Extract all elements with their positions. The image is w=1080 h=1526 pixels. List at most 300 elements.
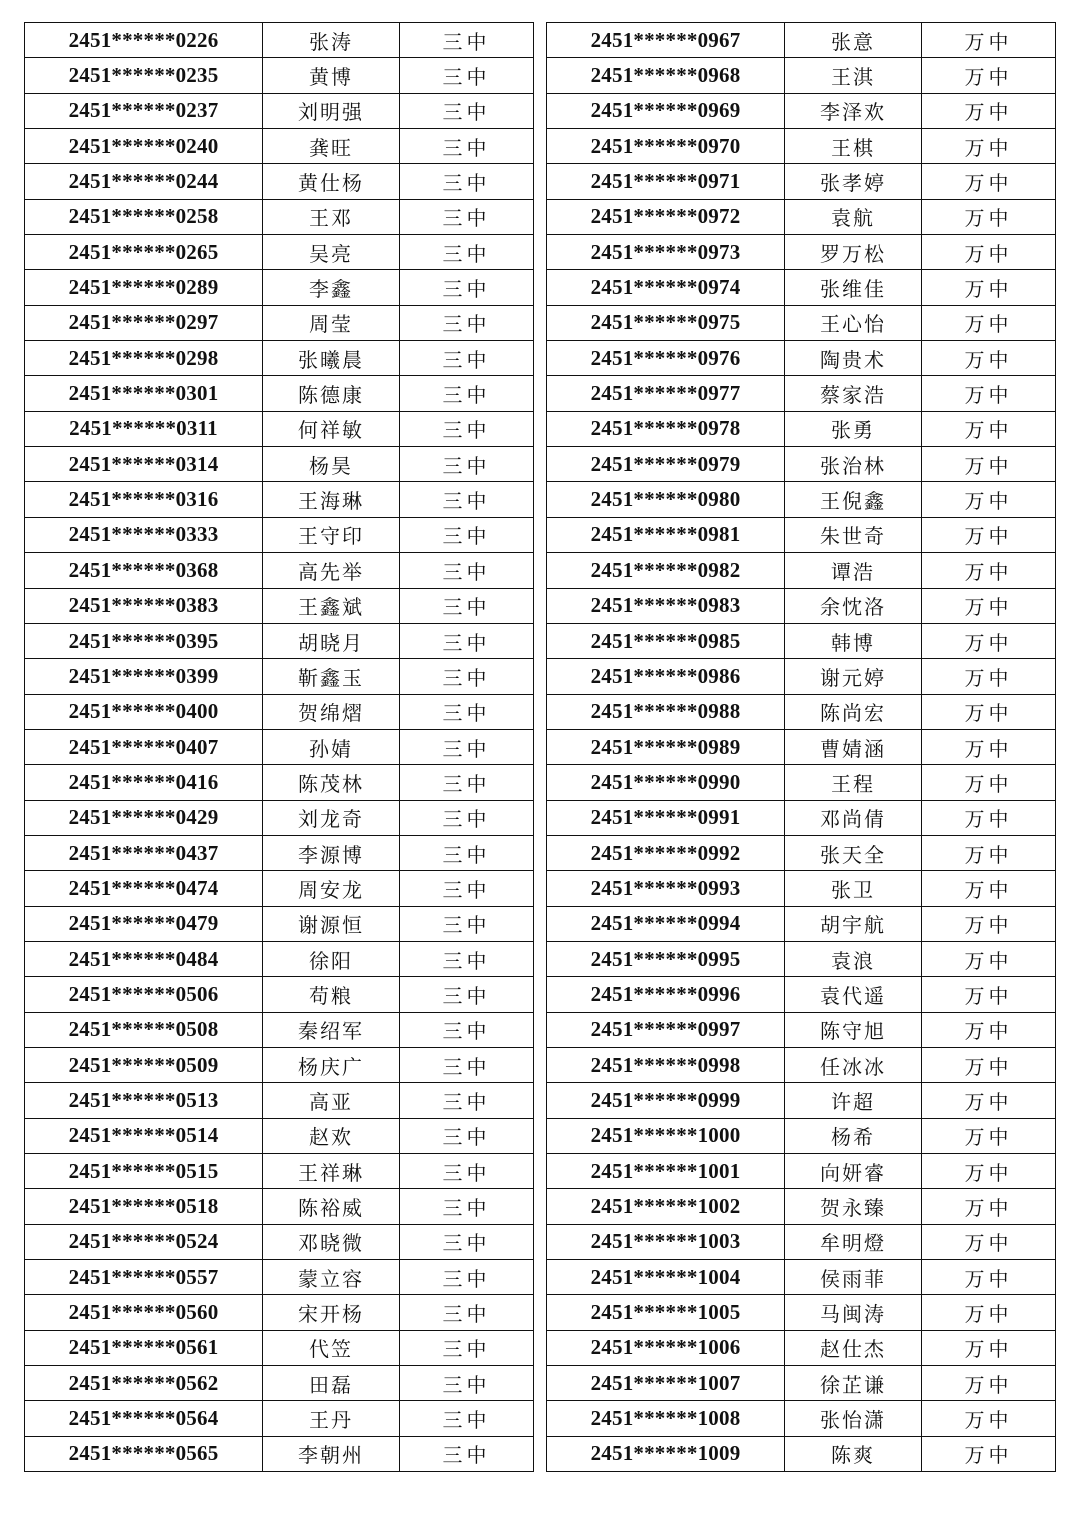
school-cell: 万中 [922,1366,1056,1401]
school-cell: 三中 [400,588,534,623]
student-name-cell: 王祥琳 [263,1154,400,1189]
student-name-cell: 王鑫斌 [263,588,400,623]
table-row [25,58,534,93]
table-row [547,305,1056,340]
table-row [547,199,1056,234]
school-cell: 万中 [922,1012,1056,1047]
table-row [25,23,534,58]
student-name-cell: 黄仕杨 [263,164,400,199]
student-name-cell: 杨庆广 [263,1047,400,1082]
school-cell: 三中 [400,341,534,376]
school-cell: 三中 [400,164,534,199]
school-cell: 万中 [922,341,1056,376]
table-row [25,1224,534,1259]
student-name-cell: 陈裕威 [263,1189,400,1224]
school-cell: 三中 [400,517,534,552]
table-row [25,129,534,164]
student-name-cell: 陈爽 [785,1436,922,1471]
table-row [25,1083,534,1118]
candidate-id-cell: 2451******1008 [547,1401,785,1436]
student-name-cell: 王邓 [263,199,400,234]
table-row [547,800,1056,835]
school-cell: 三中 [400,1401,534,1436]
school-cell: 三中 [400,694,534,729]
school-cell: 万中 [922,1047,1056,1082]
student-name-cell: 张卫 [785,871,922,906]
candidate-id-cell: 2451******0301 [25,376,263,411]
table-row [25,235,534,270]
candidate-id-cell: 2451******1004 [547,1260,785,1295]
student-name-cell: 王海琳 [263,482,400,517]
candidate-id-cell: 2451******0991 [547,800,785,835]
table-row [547,1118,1056,1153]
student-name-cell: 谢元婷 [785,659,922,694]
school-cell: 三中 [400,411,534,446]
table-row [25,588,534,623]
table-row [547,1047,1056,1082]
roster-table-right [546,22,1056,1472]
candidate-id-cell: 2451******0969 [547,93,785,128]
table-row [547,1366,1056,1401]
student-name-cell: 刘龙奇 [263,800,400,835]
table-row [25,482,534,517]
student-name-cell: 侯雨菲 [785,1260,922,1295]
school-cell: 三中 [400,235,534,270]
candidate-id-cell: 2451******1002 [547,1189,785,1224]
school-cell: 万中 [922,1295,1056,1330]
school-cell: 三中 [400,305,534,340]
school-cell: 三中 [400,447,534,482]
candidate-id-cell: 2451******0416 [25,765,263,800]
candidate-id-cell: 2451******0981 [547,517,785,552]
candidate-id-cell: 2451******0240 [25,129,263,164]
school-cell: 三中 [400,623,534,658]
student-name-cell: 罗万松 [785,235,922,270]
candidate-id-cell: 2451******0524 [25,1224,263,1259]
table-row [25,906,534,941]
roster-table-left [24,22,534,1472]
table-row [547,871,1056,906]
school-cell: 万中 [922,1118,1056,1153]
student-name-cell: 王程 [785,765,922,800]
table-row [547,411,1056,446]
school-cell: 万中 [922,235,1056,270]
table-row [547,93,1056,128]
student-name-cell: 秦绍军 [263,1012,400,1047]
table-row [547,1012,1056,1047]
candidate-id-cell: 2451******0976 [547,341,785,376]
student-name-cell: 袁航 [785,199,922,234]
student-name-cell: 蔡家浩 [785,376,922,411]
table-row [547,835,1056,870]
table-row [547,1083,1056,1118]
candidate-id-cell: 2451******0297 [25,305,263,340]
table-row [25,199,534,234]
school-cell: 万中 [922,1401,1056,1436]
candidate-id-cell: 2451******0973 [547,235,785,270]
candidate-id-cell: 2451******0971 [547,164,785,199]
school-cell: 万中 [922,1330,1056,1365]
candidate-id-cell: 2451******0993 [547,871,785,906]
student-name-cell: 张意 [785,23,922,58]
student-name-cell: 向妍睿 [785,1154,922,1189]
school-cell: 三中 [400,270,534,305]
candidate-id-cell: 2451******0560 [25,1295,263,1330]
school-cell: 万中 [922,835,1056,870]
candidate-id-cell: 2451******0479 [25,906,263,941]
candidate-id-cell: 2451******0226 [25,23,263,58]
school-cell: 万中 [922,1436,1056,1471]
candidate-id-cell: 2451******0997 [547,1012,785,1047]
candidate-id-cell: 2451******1000 [547,1118,785,1153]
school-cell: 三中 [400,1224,534,1259]
student-name-cell: 张治林 [785,447,922,482]
school-cell: 三中 [400,835,534,870]
candidate-id-cell: 2451******0437 [25,835,263,870]
school-cell: 三中 [400,1012,534,1047]
school-cell: 万中 [922,553,1056,588]
candidate-id-cell: 2451******0514 [25,1118,263,1153]
student-name-cell: 吴亮 [263,235,400,270]
table-row [25,93,534,128]
table-row [25,1012,534,1047]
school-cell: 三中 [400,23,534,58]
school-cell: 万中 [922,623,1056,658]
school-cell: 三中 [400,1154,534,1189]
school-cell: 万中 [922,765,1056,800]
school-cell: 三中 [400,376,534,411]
school-cell: 万中 [922,800,1056,835]
candidate-id-cell: 2451******0289 [25,270,263,305]
table-row [547,58,1056,93]
candidate-id-cell: 2451******0990 [547,765,785,800]
candidate-id-cell: 2451******0509 [25,1047,263,1082]
school-cell: 万中 [922,1224,1056,1259]
candidate-id-cell: 2451******0368 [25,553,263,588]
student-name-cell: 高亚 [263,1083,400,1118]
student-name-cell: 赵欢 [263,1118,400,1153]
table-row [25,411,534,446]
candidate-id-cell: 2451******0311 [25,411,263,446]
student-name-cell: 李泽欢 [785,93,922,128]
table-row [547,23,1056,58]
school-cell: 万中 [922,1189,1056,1224]
student-name-cell: 徐芷谦 [785,1366,922,1401]
student-name-cell: 胡晓月 [263,623,400,658]
candidate-id-cell: 2451******0258 [25,199,263,234]
table-row [25,305,534,340]
school-cell: 万中 [922,129,1056,164]
student-name-cell: 赵仕杰 [785,1330,922,1365]
candidate-id-cell: 2451******0407 [25,729,263,764]
school-cell: 三中 [400,1436,534,1471]
school-cell: 万中 [922,376,1056,411]
table-row [547,517,1056,552]
school-cell: 万中 [922,1260,1056,1295]
table-row [547,729,1056,764]
school-cell: 万中 [922,58,1056,93]
table-row [25,517,534,552]
candidate-id-cell: 2451******0429 [25,800,263,835]
table-row [25,270,534,305]
student-name-cell: 贺绵熠 [263,694,400,729]
candidate-id-cell: 2451******0474 [25,871,263,906]
candidate-id-cell: 2451******0975 [547,305,785,340]
school-cell: 三中 [400,765,534,800]
student-name-cell: 高先举 [263,553,400,588]
student-name-cell: 胡宇航 [785,906,922,941]
candidate-id-cell: 2451******0565 [25,1436,263,1471]
student-name-cell: 曹婧涵 [785,729,922,764]
school-cell: 三中 [400,1118,534,1153]
school-cell: 三中 [400,199,534,234]
candidate-id-cell: 2451******0988 [547,694,785,729]
candidate-id-cell: 2451******0399 [25,659,263,694]
candidate-id-cell: 2451******0995 [547,941,785,976]
table-row [547,129,1056,164]
student-name-cell: 韩博 [785,623,922,658]
school-cell: 万中 [922,93,1056,128]
candidate-id-cell: 2451******0979 [547,447,785,482]
candidate-id-cell: 2451******0982 [547,553,785,588]
table-row [547,694,1056,729]
table-row [25,1189,534,1224]
roster-table-body [25,23,534,1472]
candidate-id-cell: 2451******1006 [547,1330,785,1365]
table-row [547,553,1056,588]
school-cell: 万中 [922,270,1056,305]
student-name-cell: 张孝婷 [785,164,922,199]
candidate-id-cell: 2451******1005 [547,1295,785,1330]
table-row [25,447,534,482]
school-cell: 万中 [922,906,1056,941]
school-cell: 万中 [922,659,1056,694]
student-name-cell: 代笠 [263,1330,400,1365]
school-cell: 三中 [400,977,534,1012]
school-cell: 三中 [400,1366,534,1401]
student-name-cell: 陈德康 [263,376,400,411]
school-cell: 万中 [922,1083,1056,1118]
student-name-cell: 李鑫 [263,270,400,305]
table-row [25,765,534,800]
table-row [547,1436,1056,1471]
school-cell: 万中 [922,871,1056,906]
table-row [547,270,1056,305]
table-row [25,164,534,199]
candidate-id-cell: 2451******0977 [547,376,785,411]
table-row [547,765,1056,800]
student-name-cell: 陈尚宏 [785,694,922,729]
student-name-cell: 王丹 [263,1401,400,1436]
table-row [25,941,534,976]
school-cell: 三中 [400,482,534,517]
table-row [547,1401,1056,1436]
table-row [25,1260,534,1295]
student-name-cell: 谢源恒 [263,906,400,941]
candidate-id-cell: 2451******0972 [547,199,785,234]
school-cell: 万中 [922,588,1056,623]
candidate-id-cell: 2451******1007 [547,1366,785,1401]
table-row [25,977,534,1012]
candidate-id-cell: 2451******0992 [547,835,785,870]
student-name-cell: 谭浩 [785,553,922,588]
table-row [547,1260,1056,1295]
table-row [25,1401,534,1436]
candidate-id-cell: 2451******0395 [25,623,263,658]
table-row [547,623,1056,658]
school-cell: 三中 [400,93,534,128]
student-name-cell: 孙婧 [263,729,400,764]
student-name-cell: 靳鑫玉 [263,659,400,694]
candidate-id-cell: 2451******0383 [25,588,263,623]
student-name-cell: 蒙立容 [263,1260,400,1295]
candidate-id-cell: 2451******0994 [547,906,785,941]
table-row [25,800,534,835]
table-row [547,1295,1056,1330]
school-cell: 三中 [400,1295,534,1330]
candidate-id-cell: 2451******0562 [25,1366,263,1401]
school-cell: 万中 [922,23,1056,58]
table-row [25,729,534,764]
school-cell: 三中 [400,659,534,694]
candidate-id-cell: 2451******0333 [25,517,263,552]
table-row [547,1224,1056,1259]
student-name-cell: 邓尚倩 [785,800,922,835]
student-name-cell: 朱世奇 [785,517,922,552]
student-name-cell: 余忱洛 [785,588,922,623]
school-cell: 三中 [400,1260,534,1295]
student-name-cell: 王守印 [263,517,400,552]
candidate-id-cell: 2451******0484 [25,941,263,976]
table-row [25,1330,534,1365]
school-cell: 万中 [922,977,1056,1012]
school-cell: 万中 [922,1154,1056,1189]
candidate-id-cell: 2451******0244 [25,164,263,199]
student-name-cell: 杨希 [785,1118,922,1153]
table-row [25,659,534,694]
student-name-cell: 苟粮 [263,977,400,1012]
student-name-cell: 贺永臻 [785,1189,922,1224]
school-cell: 万中 [922,517,1056,552]
student-name-cell: 张涛 [263,23,400,58]
table-row [547,906,1056,941]
table-row [25,694,534,729]
candidate-id-cell: 2451******0265 [25,235,263,270]
school-cell: 万中 [922,199,1056,234]
table-row [25,871,534,906]
table-row [547,341,1056,376]
school-cell: 三中 [400,58,534,93]
candidate-id-cell: 2451******0980 [547,482,785,517]
table-row [25,835,534,870]
candidate-id-cell: 2451******0974 [547,270,785,305]
student-name-cell: 张勇 [785,411,922,446]
student-name-cell: 李朝州 [263,1436,400,1471]
school-cell: 三中 [400,129,534,164]
school-cell: 万中 [922,411,1056,446]
candidate-id-cell: 2451******0506 [25,977,263,1012]
student-name-cell: 王淇 [785,58,922,93]
school-cell: 三中 [400,800,534,835]
table-row [25,376,534,411]
candidate-id-cell: 2451******0400 [25,694,263,729]
student-name-cell: 徐阳 [263,941,400,976]
candidate-id-cell: 2451******0515 [25,1154,263,1189]
school-cell: 三中 [400,553,534,588]
table-row [25,1366,534,1401]
candidate-id-cell: 2451******1003 [547,1224,785,1259]
candidate-id-cell: 2451******0237 [25,93,263,128]
candidate-id-cell: 2451******1001 [547,1154,785,1189]
roster-table-body [547,23,1056,1472]
student-name-cell: 张天全 [785,835,922,870]
student-name-cell: 陶贵术 [785,341,922,376]
candidate-id-cell: 2451******0518 [25,1189,263,1224]
candidate-id-cell: 2451******0508 [25,1012,263,1047]
student-name-cell: 邓晓微 [263,1224,400,1259]
student-name-cell: 李源博 [263,835,400,870]
school-cell: 万中 [922,164,1056,199]
table-row [25,623,534,658]
candidate-id-cell: 2451******0968 [547,58,785,93]
student-name-cell: 牟明燈 [785,1224,922,1259]
candidate-id-cell: 2451******0298 [25,341,263,376]
table-row [25,1118,534,1153]
table-row [547,482,1056,517]
candidate-id-cell: 2451******0316 [25,482,263,517]
student-name-cell: 宋开杨 [263,1295,400,1330]
student-name-cell: 龚旺 [263,129,400,164]
school-cell: 三中 [400,1330,534,1365]
candidate-id-cell: 2451******0999 [547,1083,785,1118]
student-name-cell: 田磊 [263,1366,400,1401]
table-row [547,588,1056,623]
school-cell: 三中 [400,729,534,764]
table-row [547,1330,1056,1365]
candidate-id-cell: 2451******0564 [25,1401,263,1436]
table-row [547,1154,1056,1189]
school-cell: 万中 [922,694,1056,729]
student-name-cell: 陈守旭 [785,1012,922,1047]
school-cell: 万中 [922,482,1056,517]
student-name-cell: 刘明强 [263,93,400,128]
table-row [25,553,534,588]
student-name-cell: 王倪鑫 [785,482,922,517]
candidate-id-cell: 2451******0967 [547,23,785,58]
student-name-cell: 张怡潇 [785,1401,922,1436]
student-name-cell: 张曦晨 [263,341,400,376]
table-row [547,235,1056,270]
student-name-cell: 袁浪 [785,941,922,976]
student-name-cell: 周莹 [263,305,400,340]
table-row [547,447,1056,482]
candidate-id-cell: 2451******0314 [25,447,263,482]
table-row [547,659,1056,694]
candidate-id-cell: 2451******0513 [25,1083,263,1118]
school-cell: 三中 [400,1047,534,1082]
table-row [25,1154,534,1189]
school-cell: 三中 [400,906,534,941]
candidate-id-cell: 2451******0561 [25,1330,263,1365]
school-cell: 万中 [922,941,1056,976]
school-cell: 三中 [400,871,534,906]
school-cell: 万中 [922,729,1056,764]
student-name-cell: 杨昊 [263,447,400,482]
candidate-id-cell: 2451******0970 [547,129,785,164]
student-name-cell: 马闽涛 [785,1295,922,1330]
student-name-cell: 陈茂林 [263,765,400,800]
table-row [25,341,534,376]
